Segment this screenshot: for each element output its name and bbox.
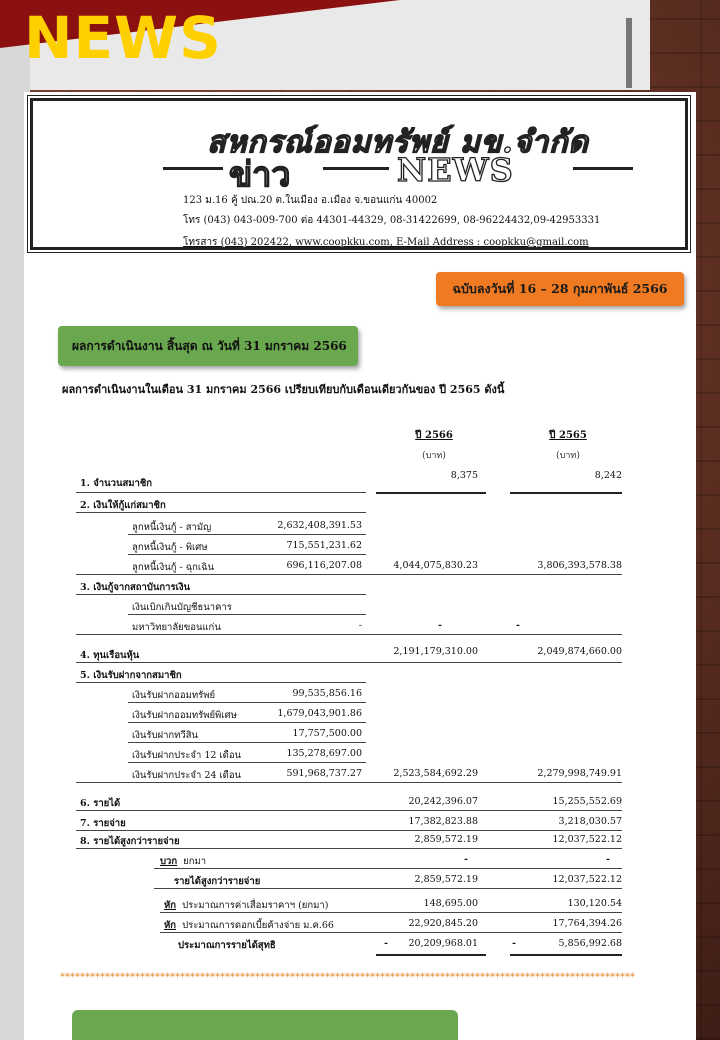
- section-title: ผลการดำเนินงาน สิ้นสุด ณ วันที่ 31 มกราคม 2566: [58, 326, 358, 366]
- rule: [76, 492, 366, 493]
- rule: [128, 742, 366, 743]
- row-loans-label: 2. เงินให้กู้แก่สมาชิก: [80, 500, 166, 511]
- row-income-label: 6. รายได้: [80, 798, 121, 809]
- row-shares-2565: 2,049,874,660.00: [537, 646, 622, 657]
- row-deposit-item-value: 99,535,856.16: [292, 688, 362, 699]
- row-net-2566: 20,209,968.01: [408, 938, 478, 949]
- row-members-2565: 8,242: [594, 470, 622, 481]
- row-less2-2565: 17,764,394.26: [552, 918, 622, 929]
- less1-text: ประมาณการค่าเสื่อมราคาฯ (ยกมา): [182, 900, 329, 911]
- row-loan-item-value: 715,551,231.62: [286, 540, 362, 551]
- row-net-minus-2566: -: [384, 938, 388, 949]
- column-year-2565: ปี 2565: [549, 430, 587, 441]
- column-unit-2565: (บาท): [556, 451, 580, 461]
- row-loan-item-value: 2,632,408,391.53: [277, 520, 362, 531]
- row-expense-2565: 3,218,030.57: [558, 816, 622, 827]
- rule: [128, 614, 366, 615]
- row-deposits-label: 5. เงินรับฝากจากสมาชิก: [80, 670, 182, 681]
- rule: [510, 492, 622, 494]
- rule: [76, 634, 622, 635]
- less2-prefix: หัก: [164, 920, 177, 931]
- row-deposit-item-value: 591,968,737.27: [286, 768, 362, 779]
- row-loan-item: ลูกหนี้เงินกู้ - สามัญ: [132, 522, 212, 533]
- row-deposit-item-value: 1,679,043,901.86: [277, 708, 362, 719]
- masthead-rule-left: [163, 167, 223, 170]
- row-borrow-item: เงินเบิกเกินบัญชีธนาคาร: [132, 602, 232, 613]
- rule: [76, 810, 622, 811]
- rule: [76, 682, 366, 683]
- row-borrow-2565: -: [516, 620, 520, 631]
- rule: [128, 702, 366, 703]
- address-line: 123 ม.16 คู้ ปณ.20 ต.ในเมือง อ.เมือง จ.ขอนแก่น 40002: [183, 195, 438, 206]
- row-borrow-label: 3. เงินกู้จากสถาบันการเงิน: [80, 582, 190, 593]
- row-net-minus-2565: -: [512, 938, 516, 949]
- rule: [376, 954, 486, 956]
- row-loan-item-value: 696,116,207.08: [286, 560, 362, 571]
- row-expense-label: 7. รายจ่าย: [80, 818, 126, 829]
- decor-bar: [626, 18, 632, 88]
- row-income-2565: 15,255,552.69: [552, 796, 622, 807]
- row-surplus-label: 8. รายได้สูงกว่ารายจ่าย: [80, 836, 180, 847]
- row-members-label: 1. จำนวนสมาชิก: [80, 478, 153, 489]
- rule: [128, 554, 366, 555]
- row-loan-item: ลูกหนี้เงินกู้ - พิเศษ: [132, 542, 208, 553]
- rule: [128, 534, 366, 535]
- row-loans-2566: 4,044,075,830.23: [393, 560, 478, 571]
- row-surplus-2566: 2,859,572.19: [414, 834, 478, 845]
- masthead: [30, 98, 688, 250]
- rule: [160, 912, 622, 913]
- rule: [376, 492, 486, 494]
- rule: [154, 888, 622, 889]
- add-prefix: บวก: [160, 856, 178, 867]
- less1-prefix: หัก: [164, 900, 177, 911]
- masthead-khao: ข่าว: [229, 155, 291, 195]
- row-net-label: ประมาณการรายได้สุทธิ: [178, 940, 276, 951]
- rule: [160, 932, 622, 933]
- row-add-2565: -: [606, 854, 610, 865]
- row-surplus2-2566: 2,859,572.19: [414, 874, 478, 885]
- newsletter-page: [24, 92, 696, 1040]
- row-deposit-item-value: 17,757,500.00: [292, 728, 362, 739]
- section-separator: *******************************************************************************************************************: [60, 972, 635, 983]
- row-surplus-2565: 12,037,522.12: [552, 834, 622, 845]
- row-add-2566: -: [464, 854, 468, 865]
- row-shares-label: 4. ทุนเรือนหุ้น: [80, 650, 140, 661]
- row-borrow-2566: -: [438, 620, 442, 631]
- rule: [128, 722, 366, 723]
- row-expense-2566: 17,382,823.88: [408, 816, 478, 827]
- row-income-2566: 20,242,396.07: [408, 796, 478, 807]
- rule: [76, 830, 622, 831]
- row-shares-2566: 2,191,179,310.00: [393, 646, 478, 657]
- row-loans-2565: 3,806,393,578.38: [537, 560, 622, 571]
- row-deposit-item: เงินรับฝากประจำ 12 เดือน: [132, 750, 242, 761]
- row-surplus2-2565: 12,037,522.12: [552, 874, 622, 885]
- row-deposit-item-value: 135,278,697.00: [286, 748, 362, 759]
- row-borrow-item: มหาวิทยาลัยขอนแก่น: [132, 622, 221, 633]
- rule: [154, 868, 622, 869]
- rule: [76, 594, 366, 595]
- fax-line: โทรสาร (043) 202422, www.coopkku.com, E-Mail Address : coopkku@gmail.com: [183, 237, 589, 248]
- row-less1-2566: 148,695.00: [423, 898, 478, 909]
- banner-title: NEWS: [24, 4, 222, 72]
- rule: [76, 512, 366, 513]
- row-deposits-2566: 2,523,584,692.29: [393, 768, 478, 779]
- row-less1-2565: 130,120.54: [567, 898, 622, 909]
- rule: [128, 762, 366, 763]
- phone-line: โทร (043) 043-009-700 ต่อ 44301-44329, 08-31422699, 08-96224432,09-42953331: [183, 215, 601, 226]
- row-deposit-item: เงินรับฝากออมทรัพย์: [132, 690, 216, 701]
- rule: [76, 782, 622, 783]
- less2-text: ประมาณการดอกเบี้ยค้างจ่าย ม.ค.66: [182, 920, 334, 931]
- rule: [76, 662, 622, 663]
- rule: [76, 848, 622, 849]
- rule: [510, 954, 622, 956]
- row-deposits-2565: 2,279,998,749.91: [537, 768, 622, 779]
- column-year-2566: ปี 2566: [415, 430, 453, 441]
- coop-name: สหกรณ์ออมทรัพย์ มข.จำกัด: [207, 125, 589, 160]
- next-section-bar: [72, 1010, 458, 1040]
- row-borrow-item-value: -: [358, 620, 362, 631]
- masthead-rule-mid: [323, 167, 389, 170]
- row-members-2566: 8,375: [450, 470, 478, 481]
- rule: [76, 574, 622, 575]
- row-loan-item: ลูกหนี้เงินกู้ - ฉุกเฉิน: [132, 562, 215, 573]
- row-add-label: [160, 854, 206, 869]
- row-less2-2566: 22,920,845.20: [408, 918, 478, 929]
- row-deposit-item: เงินรับฝากประจำ 24 เดือน: [132, 770, 242, 781]
- row-less2-label: [164, 918, 334, 933]
- row-net-2565: 5,856,992.68: [558, 938, 622, 949]
- masthead-news: NEWS: [397, 151, 514, 189]
- add-text: ยกมา: [183, 856, 207, 867]
- row-surplus2-label: รายได้สูงกว่ารายจ่าย: [174, 876, 261, 887]
- report-subtitle: ผลการดำเนินงานในเดือน 31 มกราคม 2566 เปรียบเทียบกับเดือนเดียวกันของ ปี 2565 ดังนี้: [62, 383, 505, 396]
- column-unit-2566: (บาท): [422, 451, 446, 461]
- masthead-rule-right: [573, 167, 633, 170]
- row-less1-label: [164, 898, 328, 913]
- issue-date-badge: ฉบับลงวันที่ 16 – 28 กุมภาพันธ์ 2566: [436, 272, 684, 306]
- row-deposit-item: เงินรับฝากออมทรัพย์พิเศษ: [132, 710, 237, 721]
- row-deposit-item: เงินรับฝากทวีสิน: [132, 730, 199, 741]
